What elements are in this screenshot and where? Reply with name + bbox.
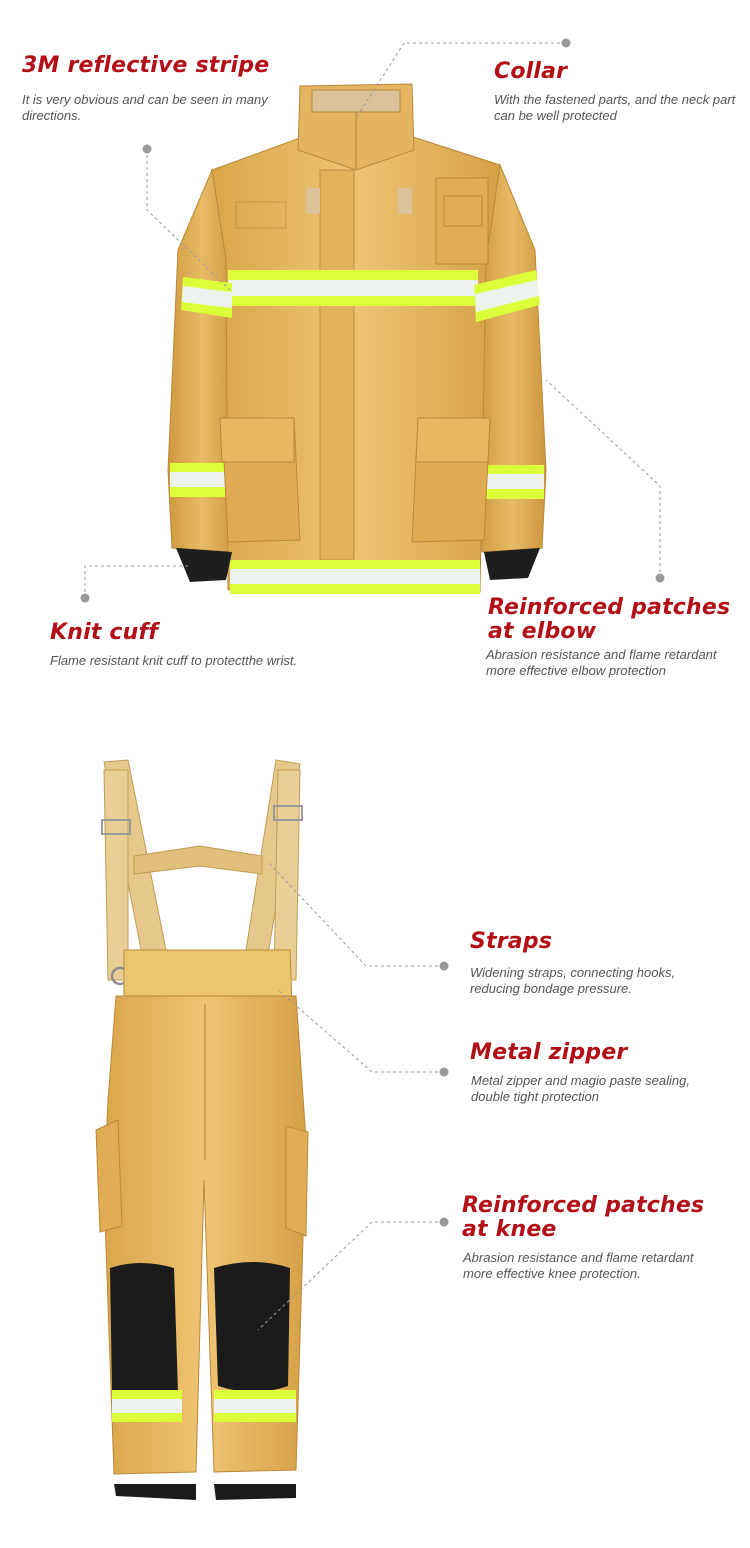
metal-zipper-title: Metal zipper — [470, 1040, 628, 1065]
knit-cuff-title: Knit cuff — [50, 620, 159, 645]
pants-image — [96, 760, 308, 1500]
collar-desc: With the fastened parts, and the neck part can be well protected — [494, 92, 736, 123]
straps-desc: Widening straps, connecting hooks, reducing bondage pressure. — [470, 965, 676, 996]
knit-cuff-desc: Flame resistant knit cuff to protectthe wrist. — [50, 653, 298, 668]
reflective-stripe-desc: It is very obvious and can be seen in many directions. — [22, 92, 268, 123]
straps-title: Straps — [470, 929, 553, 954]
reflective-stripe-title: 3M reflective stripe — [22, 53, 270, 78]
knee-title: Reinforced patches at knee — [462, 1193, 705, 1242]
elbow-title: Reinforced patches at elbow — [488, 595, 731, 644]
jacket-image — [168, 84, 546, 594]
elbow-desc: Abrasion resistance and flame retardant more effective elbow protection — [486, 647, 717, 678]
knee-desc: Abrasion resistance and flame retardant more effective knee protection. — [463, 1250, 694, 1281]
metal-zipper-desc: Metal zipper and magio paste sealing, double tight protection — [471, 1073, 690, 1104]
collar-title: Collar — [494, 59, 568, 84]
